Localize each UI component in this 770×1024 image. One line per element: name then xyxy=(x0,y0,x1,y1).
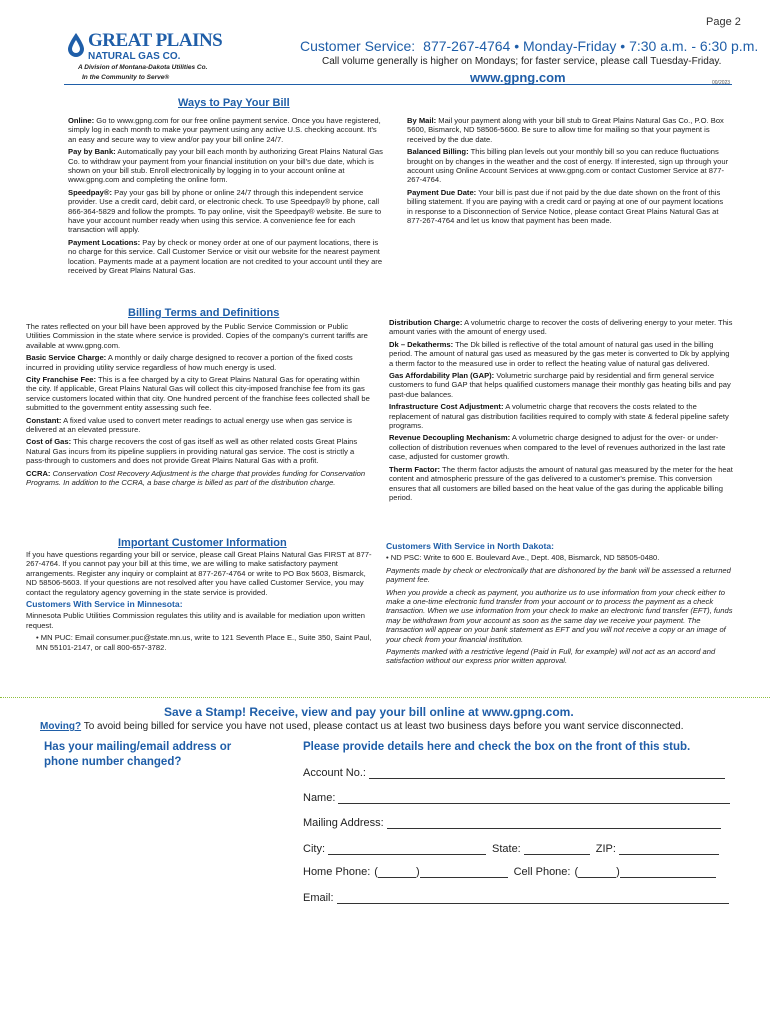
call-volume-note: Call volume generally is higher on Mondays; for faster service, please call Tuesday-Friday. xyxy=(322,56,722,67)
cell-area-close: ) xyxy=(616,866,620,878)
dishonored-payments-paragraph: Payments made by check or electronically that are dishonored by the bank will be assessed a returned payment fee. xyxy=(386,565,731,585)
north-dakota-heading: Customers With Service in North Dakota: xyxy=(386,541,555,551)
mailing-address-row xyxy=(303,817,721,829)
provide-details-heading: Please provide details here and check the box on the front of this stub. xyxy=(303,741,691,753)
cost-of-gas-paragraph: Cost of Gas: This charge recovers the cost of gas itself as well as other related costs Great Plains Natural Gas incurs from its pipeline suppliers in providing natural gas service. The cost is strictly a pass-through to customers and does not provide Great Plains Natural Gas with a profit. xyxy=(26,437,358,466)
account-number-row xyxy=(303,767,725,779)
important-paragraph: If you have questions regarding your bill or service, please call Great Plains Natural Gas FIRST at 877-267-4764. If you cannot pay your bill at this time, we are willing to make satisfactory payment arrangements. Register any inquiry or complaint at 877-267-4764 or write to PO Box 5603, Bismarck, ND 58506-5603. If your questions are not resolved after you have called Customer Service, you may contact the regulatory agency governing in the state service is provided. xyxy=(26,550,372,597)
email-row xyxy=(303,892,729,904)
email-field[interactable] xyxy=(337,893,729,904)
dekatherms-paragraph: Dk – Dekatherms: The Dk billed is reflective of the total amount of natural gas used in the billing period. The amount of natural gas used as measured by the gas meter is converted to Dk by applying a therm factor to the measured use in order to reflect the heating value of natural gas delivered. xyxy=(389,339,730,368)
state-field[interactable] xyxy=(524,844,590,855)
customer-service-label: Customer Service: xyxy=(300,38,416,54)
ccra-paragraph: CCRA: Conservation Cost Recovery Adjustment is the charge that provides funding for Conservation Programs. In addition to the CCRA, a base charge is billed as part of the distribution charge. xyxy=(26,468,366,488)
home-area-close: ) xyxy=(415,866,420,878)
important-right-column xyxy=(386,540,736,669)
ways-right-column xyxy=(407,116,729,228)
zip-field[interactable] xyxy=(619,844,719,855)
minnesota-heading: Customers With Service in Minnesota: xyxy=(26,599,183,610)
cell-area-code[interactable] xyxy=(578,867,616,878)
email-label: Email: xyxy=(303,892,334,904)
terms-right-column xyxy=(389,318,735,505)
mail-paragraph: By Mail: Mail your payment along with your bill stub to Great Plains Natural Gas Co., P.O. Box 5600, Bismarck, ND 58506-5600. Be sure to allow time for mailing so that your payment is received by the due date. xyxy=(407,116,724,144)
save-stamp-banner: Save a Stamp! Receive, view and pay your bill online at www.gpng.com. xyxy=(164,705,574,719)
phone-row xyxy=(303,866,716,878)
locations-paragraph: Payment Locations: Pay by check or money order at one of our payment locations, there is no charge for this service. Call Customer Service or visit our website for the nearest payment location. Payments made at a payment location are not credited to your account until they are received by Great Plains Natural Gas. xyxy=(68,237,383,276)
home-phone-number[interactable] xyxy=(420,867,508,878)
flame-drop-icon xyxy=(66,32,86,58)
mailing-address-label: Mailing Address: xyxy=(303,817,384,829)
logo-subname: NATURAL GAS CO. xyxy=(88,51,181,62)
franchise-fee-paragraph: City Franchise Fee: This is a fee charged by a city to Great Plains Natural Gas for operating within the city. If applicable, Great Plains Natural Gas will collect this city-imposed franchise fee from its gas service customers located within that city. One hundred percent of the franchise fees collected shall be submitted to the government entity assessing such fee. xyxy=(26,375,370,413)
important-left-column xyxy=(26,550,372,655)
distribution-paragraph: Distribution Charge: A volumetric charge to recover the costs of delivering energy to your meter. This amount varies with the amount of energy used. xyxy=(389,318,733,337)
minnesota-bullet: • MN PUC: Email consumer.puc@state.mn.us, write to 121 Seventh Place E., Suite 350, Saint Paul, MN 55101-2147, or call 800-657-3782. xyxy=(36,633,372,652)
cell-phone-number[interactable] xyxy=(620,867,716,878)
home-phone-label: Home Phone: xyxy=(303,866,371,878)
basic-charge-paragraph: Basic Service Charge: A monthly or daily charge designed to recover a portion of the fixed costs incurred in providing utility service regardless of how much energy is used. xyxy=(26,353,353,372)
city-label: City: xyxy=(303,843,325,855)
stub-tear-line xyxy=(0,697,770,698)
home-area-open: ( xyxy=(374,866,378,878)
due-date-paragraph: Payment Due Date: Your bill is past due if not paid by the due date shown on the front of this billing statement. If you are paying with a credit card or paying at one of our payment locations in response to a Disconnection of Service Notice, please contact Great Plains Natural Gas at 877-267-4764 and let us know that payment has been made. xyxy=(407,187,724,226)
address-changed-heading: Has your mailing/email address or phone number changed? xyxy=(44,741,232,768)
name-row xyxy=(303,792,730,804)
constant-paragraph: Constant: A fixed value used to convert meter readings to actual energy use when gas service is delivered at an elevated pressure. xyxy=(26,415,352,435)
minnesota-paragraph: Minnesota Public Utilities Commission regulates this utility and is available for mediation upon written request. xyxy=(26,611,365,630)
ways-left-column xyxy=(68,116,386,279)
cell-phone-label: Cell Phone: xyxy=(513,866,571,878)
cell-area-open: ( xyxy=(574,866,579,878)
home-area-code[interactable] xyxy=(378,867,416,878)
header-divider xyxy=(64,84,732,85)
gap-paragraph: Gas Affordability Plan (GAP): Volumetric surcharge paid by residential and firm general service customers to fund GAP that helps qualified customers manage their monthly gas heating bills and pay past-due balances. xyxy=(389,371,731,399)
check-authorization-paragraph: When you provide a check as payment, you authorize us to use information from your check either to make a one-time electronic fund transfer from your account or to process the payment as a check transaction. When we use information from your check to make an electronic fund transfer (EFT), funds may be withdrawn from your account as soon as the same day we receive your payment. The transaction will appear on your bank statement as EFT and you will not receive a copy or an image of your check from your financial institution. xyxy=(386,587,733,644)
home-phone-field[interactable] xyxy=(374,866,507,878)
bank-paragraph: Pay by Bank: Automatically pay your bill each month by authorizing Great Plains Natural Gas Co. to withdraw your payment from your financial institution on your bill's due date, which is shown on your bill stub. Enroll electronically by logging in to your account online at www.gpng.com and completing the online form. xyxy=(68,147,383,185)
balanced-paragraph: Balanced Billing: This billing plan levels out your monthly bill so you can reduce fluctuations brought on by changes in the weather and the cost of energy. If interested, sign up through your account using Online Account Services at www.gpng.com or contact Customer Service at 877-267-4764. xyxy=(407,147,729,185)
online-paragraph: Online: Go to www.gpng.com for our free online payment service. Once you have registered, simply log in each month to make your payment using any active U.S. checking account. It's an easy and secure way to view and/or pay your bill online 24/7. xyxy=(68,116,381,144)
speedpay-paragraph: Speedpay®: Pay your gas bill by phone or online 24/7 through this independent service provider. Use a credit card, debit card, or electronic check. To use Speedpay® by phone, call 866-364-5829 and follow the prompts. To pay online, visit the Speedpay® website. Be sure to have your account number ready when using this service. A convenience fee for each transaction will apply. xyxy=(68,187,382,235)
website-link[interactable]: www.gpng.com xyxy=(470,70,566,85)
logo-division: A Division of Montana-Dakota Utilities Co. xyxy=(78,64,208,71)
billing-terms-heading: Billing Terms and Definitions xyxy=(128,307,280,319)
zip-label: ZIP: xyxy=(595,843,616,855)
form-code: 00/2023 xyxy=(712,80,731,86)
company-logo xyxy=(66,28,223,84)
moving-label: Moving? xyxy=(40,721,82,732)
logo-name: GREAT PLAINS xyxy=(88,30,223,51)
infrastructure-paragraph: Infrastructure Cost Adjustment: A volumetric charge that recovers the costs related to the replacement of natural gas distribution facilities required to comply with state & federal pipeline safety programs. xyxy=(389,402,729,431)
customer-service-line xyxy=(300,38,758,54)
account-number-field[interactable] xyxy=(369,768,725,779)
logo-tagline: In the Community to Serve® xyxy=(82,74,170,81)
page-number: Page 2 xyxy=(706,16,741,28)
cell-phone-field[interactable] xyxy=(574,866,715,878)
important-info-heading: Important Customer Information xyxy=(118,537,287,549)
ways-to-pay-heading: Ways to Pay Your Bill xyxy=(178,97,290,109)
mailing-address-field[interactable] xyxy=(387,818,721,829)
moving-notice xyxy=(40,721,684,732)
city-state-zip-row xyxy=(303,843,719,855)
name-field[interactable] xyxy=(338,793,730,804)
terms-left-column xyxy=(26,322,372,491)
terms-intro: The rates reflected on your bill have been approved by the Public Service Commission or Public Utilities Commission in the state where service is provided. Copies of the company's current tariffs are available at www.gpng.com. xyxy=(26,322,368,350)
moving-text: To avoid being billed for service you have not used, please contact us at least two business days before you want service disconnected. xyxy=(81,721,684,732)
name-label: Name: xyxy=(303,792,336,804)
therm-factor-paragraph: Therm Factor: The therm factor adjusts the amount of natural gas measured by the meter for the heat content and atmospheric pressure of the gas delivered to a customer's premise. This conversion ensures that all customers are billed based on the heat value of the gas during the applicable billing period. xyxy=(389,464,733,502)
account-number-label: Account No.: xyxy=(303,767,366,779)
north-dakota-bullet: • ND PSC: Write to 600 E. Boulevard Ave., Dept. 408, Bismarck, ND 58505-0480. xyxy=(386,553,660,563)
city-field[interactable] xyxy=(328,844,486,855)
customer-service-details: 877-267-4764 • Monday-Friday • 7:30 a.m. - 6:30 p.m. xyxy=(423,38,759,54)
decoupling-paragraph: Revenue Decoupling Mechanism: A volumetric charge designed to adjust for the over- or under-collection of distribution revenues when compared to the level of revenues authorized in the last rate case, adjusted for customer growth. xyxy=(389,433,726,462)
state-label: State: xyxy=(492,843,521,855)
restrictive-legend-paragraph: Payments marked with a restrictive legend (Paid in Full, for example) will not act as an accord and satisfaction without our express prior written approval. xyxy=(386,647,716,666)
